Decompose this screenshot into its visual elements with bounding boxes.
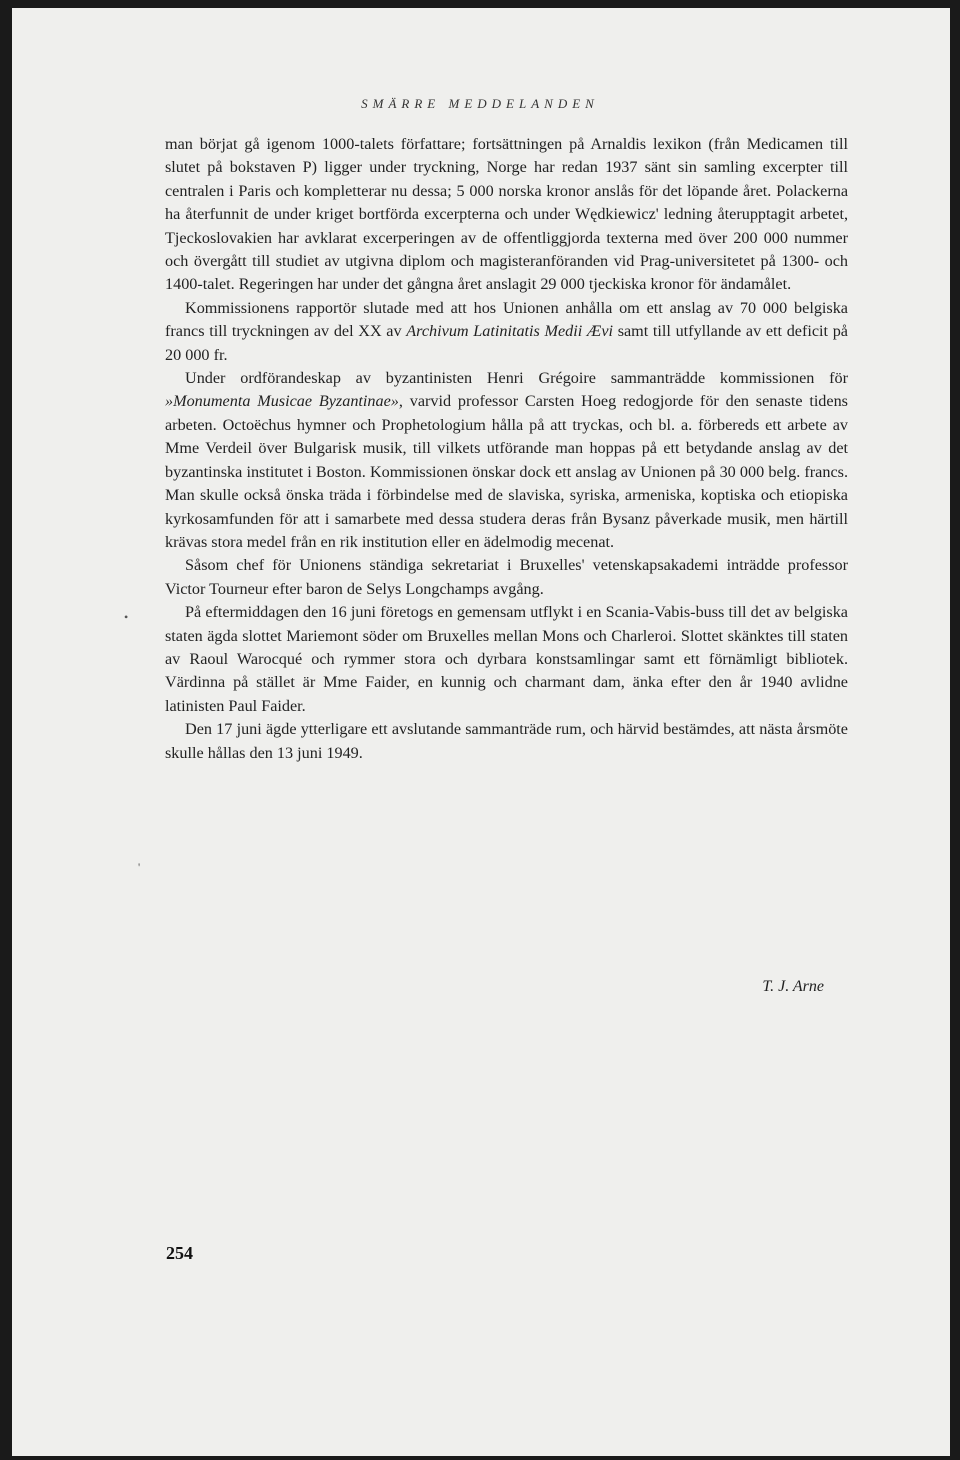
margin-dot-mark: • [124, 610, 129, 624]
running-header: SMÄRRE MEDDELANDEN [361, 96, 599, 111]
paragraph-2-text: Kommissionens rapportör slutade med att hos Unionen anhålla om ett anslag av 70 000 belgiska francs till tryckningen av del XX av [165, 298, 848, 341]
paragraph-5: På eftermiddagen den 16 juni företogs en gemensam utflykt i en Scania-Vabis-buss till det av belgiska staten ägda slottet Mariemont söder om Bruxelles mellan Mons och Charleroi. Slottet skänktes till staten av Raoul Warocqué och rymmer stora och dyrbara konstsamlingar samt ett förnämligt bibliotek. Värdinna på stället är Mme Faider, en kunnig och charmant dam, änka efter den år 1940 avlidne latinisten Paul Faider. [165, 603, 848, 715]
series-title: »Monumenta Musicae Byzantinae» [165, 392, 399, 411]
paragraph-3 [165, 367, 848, 554]
page-number: 254 [166, 1243, 193, 1263]
paragraph-2-tail: samt till utfyllande av ett deficit på 20 000 fr. [165, 322, 848, 364]
journal-title: Archivum Latinitatis Medii Ævi [406, 322, 614, 341]
margin-tick-mark: ' [138, 860, 141, 874]
paragraph-3-text: Under ordförandeskap av byzantinisten Henri Grégoire sammanträdde kommissionen för [185, 369, 848, 388]
paragraph-1: man börjat gå igenom 1000-talets författare; fortsättningen på Arnaldis lexikon (från Medicamen till slutet på bokstaven P) ligger under tryckning, Norge har redan 1937 sänt sin samling excerpter till centralen i Paris och kompletterar nu dessa; 5 000 norska kronor anslås för det löpande året. Polackerna ha återfunnit de under kriget bortförda excerpterna och under Wędkiewicz' ledning återupptagit arbetet, Tjeckoslovakien har avklarat excerperingen av de offentliggjorda texterna med över 200 000 nummer och övergått till studiet av utgivna diplom och magisteranföranden vid Prag-universitetet på 1300- och 1400-talet. Regeringen har under det gångna året anslagit 29 000 tjeckiska kronor för ändamålet. [165, 135, 848, 294]
paragraph-2 [165, 297, 848, 367]
author-signature: T. J. Arne [762, 978, 824, 995]
paragraph-6: Den 17 juni ägde ytterligare ett avslutande sammanträde rum, och härvid bestämdes, att nästa årsmöte skulle hållas den 13 juni 1949. [165, 720, 848, 762]
paragraph-3-tail: , varvid professor Carsten Hoeg redogjorde för den senaste tidens arbeten. Octoëchus hymner och Prophetologium hålla på att tryckas, och bl. a. förbereds ett arbete av Mme Verdeil över Bulgarisk musik, till vilkets utförande man hoppas på ett betydande anslag av det byzantinska institutet i Boston. Kommissionen önskar dock ett anslag av Unionen på 30 000 belg. francs. Man skulle också önska träda i förbindelse med de slaviska, syriska, armeniska, koptiska och etiopiska kyrkosamfunden för att i samarbete med dessa studera deras från Bysanz påverkade musik, men härtill krävas stora medel från en rik institution eller en ädelmodig mecenat. [165, 392, 848, 551]
body-text [165, 133, 848, 765]
paragraph-4: Såsom chef för Unionens ständiga sekretariat i Bruxelles' vetenskapsakademi inträdde professor Victor Tourneur efter baron de Selys Longchamps avgång. [165, 556, 848, 598]
